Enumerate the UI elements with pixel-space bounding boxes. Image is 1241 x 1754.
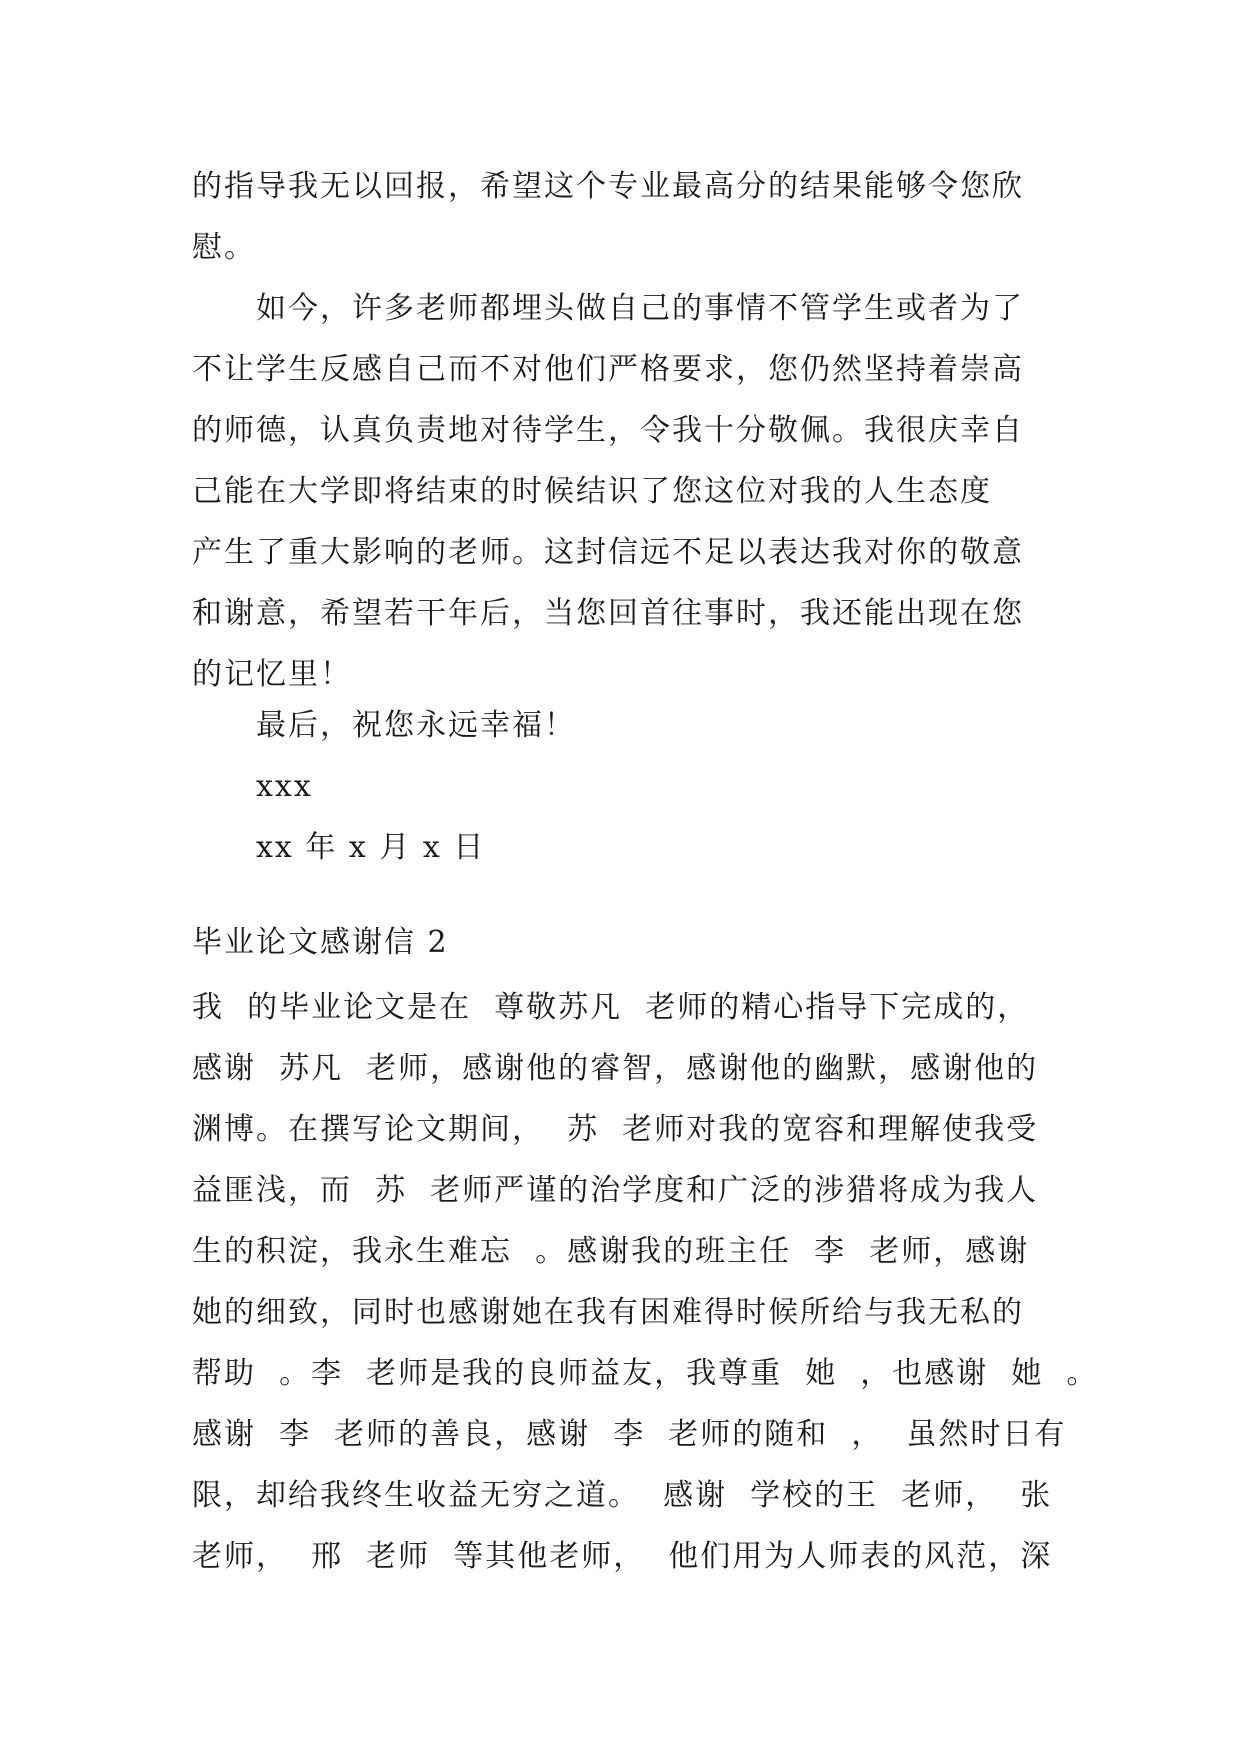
body-line: 的指导我无以回报，希望这个专业最高分的结果能够令您欣 (192, 169, 1024, 204)
body-line: 不让学生反感自己而不对他们严格要求，您仍然坚持着崇高 (192, 352, 1024, 387)
letter-two (192, 912, 1099, 1587)
body-line: 产生了重大影响的老师。这封信远不足以表达我对你的敬意 (192, 535, 1024, 570)
body-line: 生的积淀，我永生难忘 。感谢我的班主任 李 老师，感谢 (192, 1234, 1030, 1269)
body-line: 感谢 苏凡 老师，感谢他的睿智，感谢他的幽默，感谢他的 (192, 1051, 1039, 1086)
body-line: 己能在大学即将结束的时候结识了您这位对我的人生态度 (192, 474, 992, 509)
body-line: 她的细致，同时也感谢她在我有困难得时候所给与我无私的 (192, 1295, 1024, 1330)
body-line: 益匪浅，而 苏 老师严谨的治学度和广泛的涉猎将成为我人 (192, 1173, 1039, 1208)
body-line: 我 的毕业论文是在 尊敬苏凡 老师的精心指导下完成的， (192, 990, 1030, 1025)
signature: xxx (256, 769, 313, 804)
closing-line: 最后，祝您永远幸福！ (256, 708, 576, 743)
body-line: 老师， 邢 老师 等其他老师， 他们用为人师表的风范，深 (192, 1539, 1053, 1574)
body-line: 的师德，认真负责地对待学生，令我十分敬佩。我很庆幸自 (192, 413, 1024, 448)
letter-body (192, 156, 1052, 705)
body-line: 感谢 李 老师的善良，感谢 李 老师的随和 ， 虽然时日有 (192, 1417, 1067, 1452)
body-line: 渊博。在撰写论文期间， 苏 老师对我的宽容和理解使我受 (192, 1112, 1039, 1147)
section-title: 毕业论文感谢信 2 (192, 925, 449, 960)
body-line: 慰。 (192, 230, 256, 265)
body-line: 限，却给我终生收益无穷之道。 感谢 学校的王 老师， 张 (192, 1478, 1053, 1513)
letter-closing (192, 695, 1052, 878)
body-line: 和谢意，希望若干年后，当您回首往事时，我还能出现在您 (192, 596, 1024, 631)
body-line: 帮助 。李 老师是我的良师益友，我尊重 她 ，也感谢 她 。 (192, 1356, 1099, 1391)
date: xx 年 x 月 x 日 (256, 830, 486, 865)
body-line: 如今，许多老师都埋头做自己的事情不管学生或者为了 (256, 291, 1024, 326)
body-line: 的记忆里！ (192, 657, 352, 692)
